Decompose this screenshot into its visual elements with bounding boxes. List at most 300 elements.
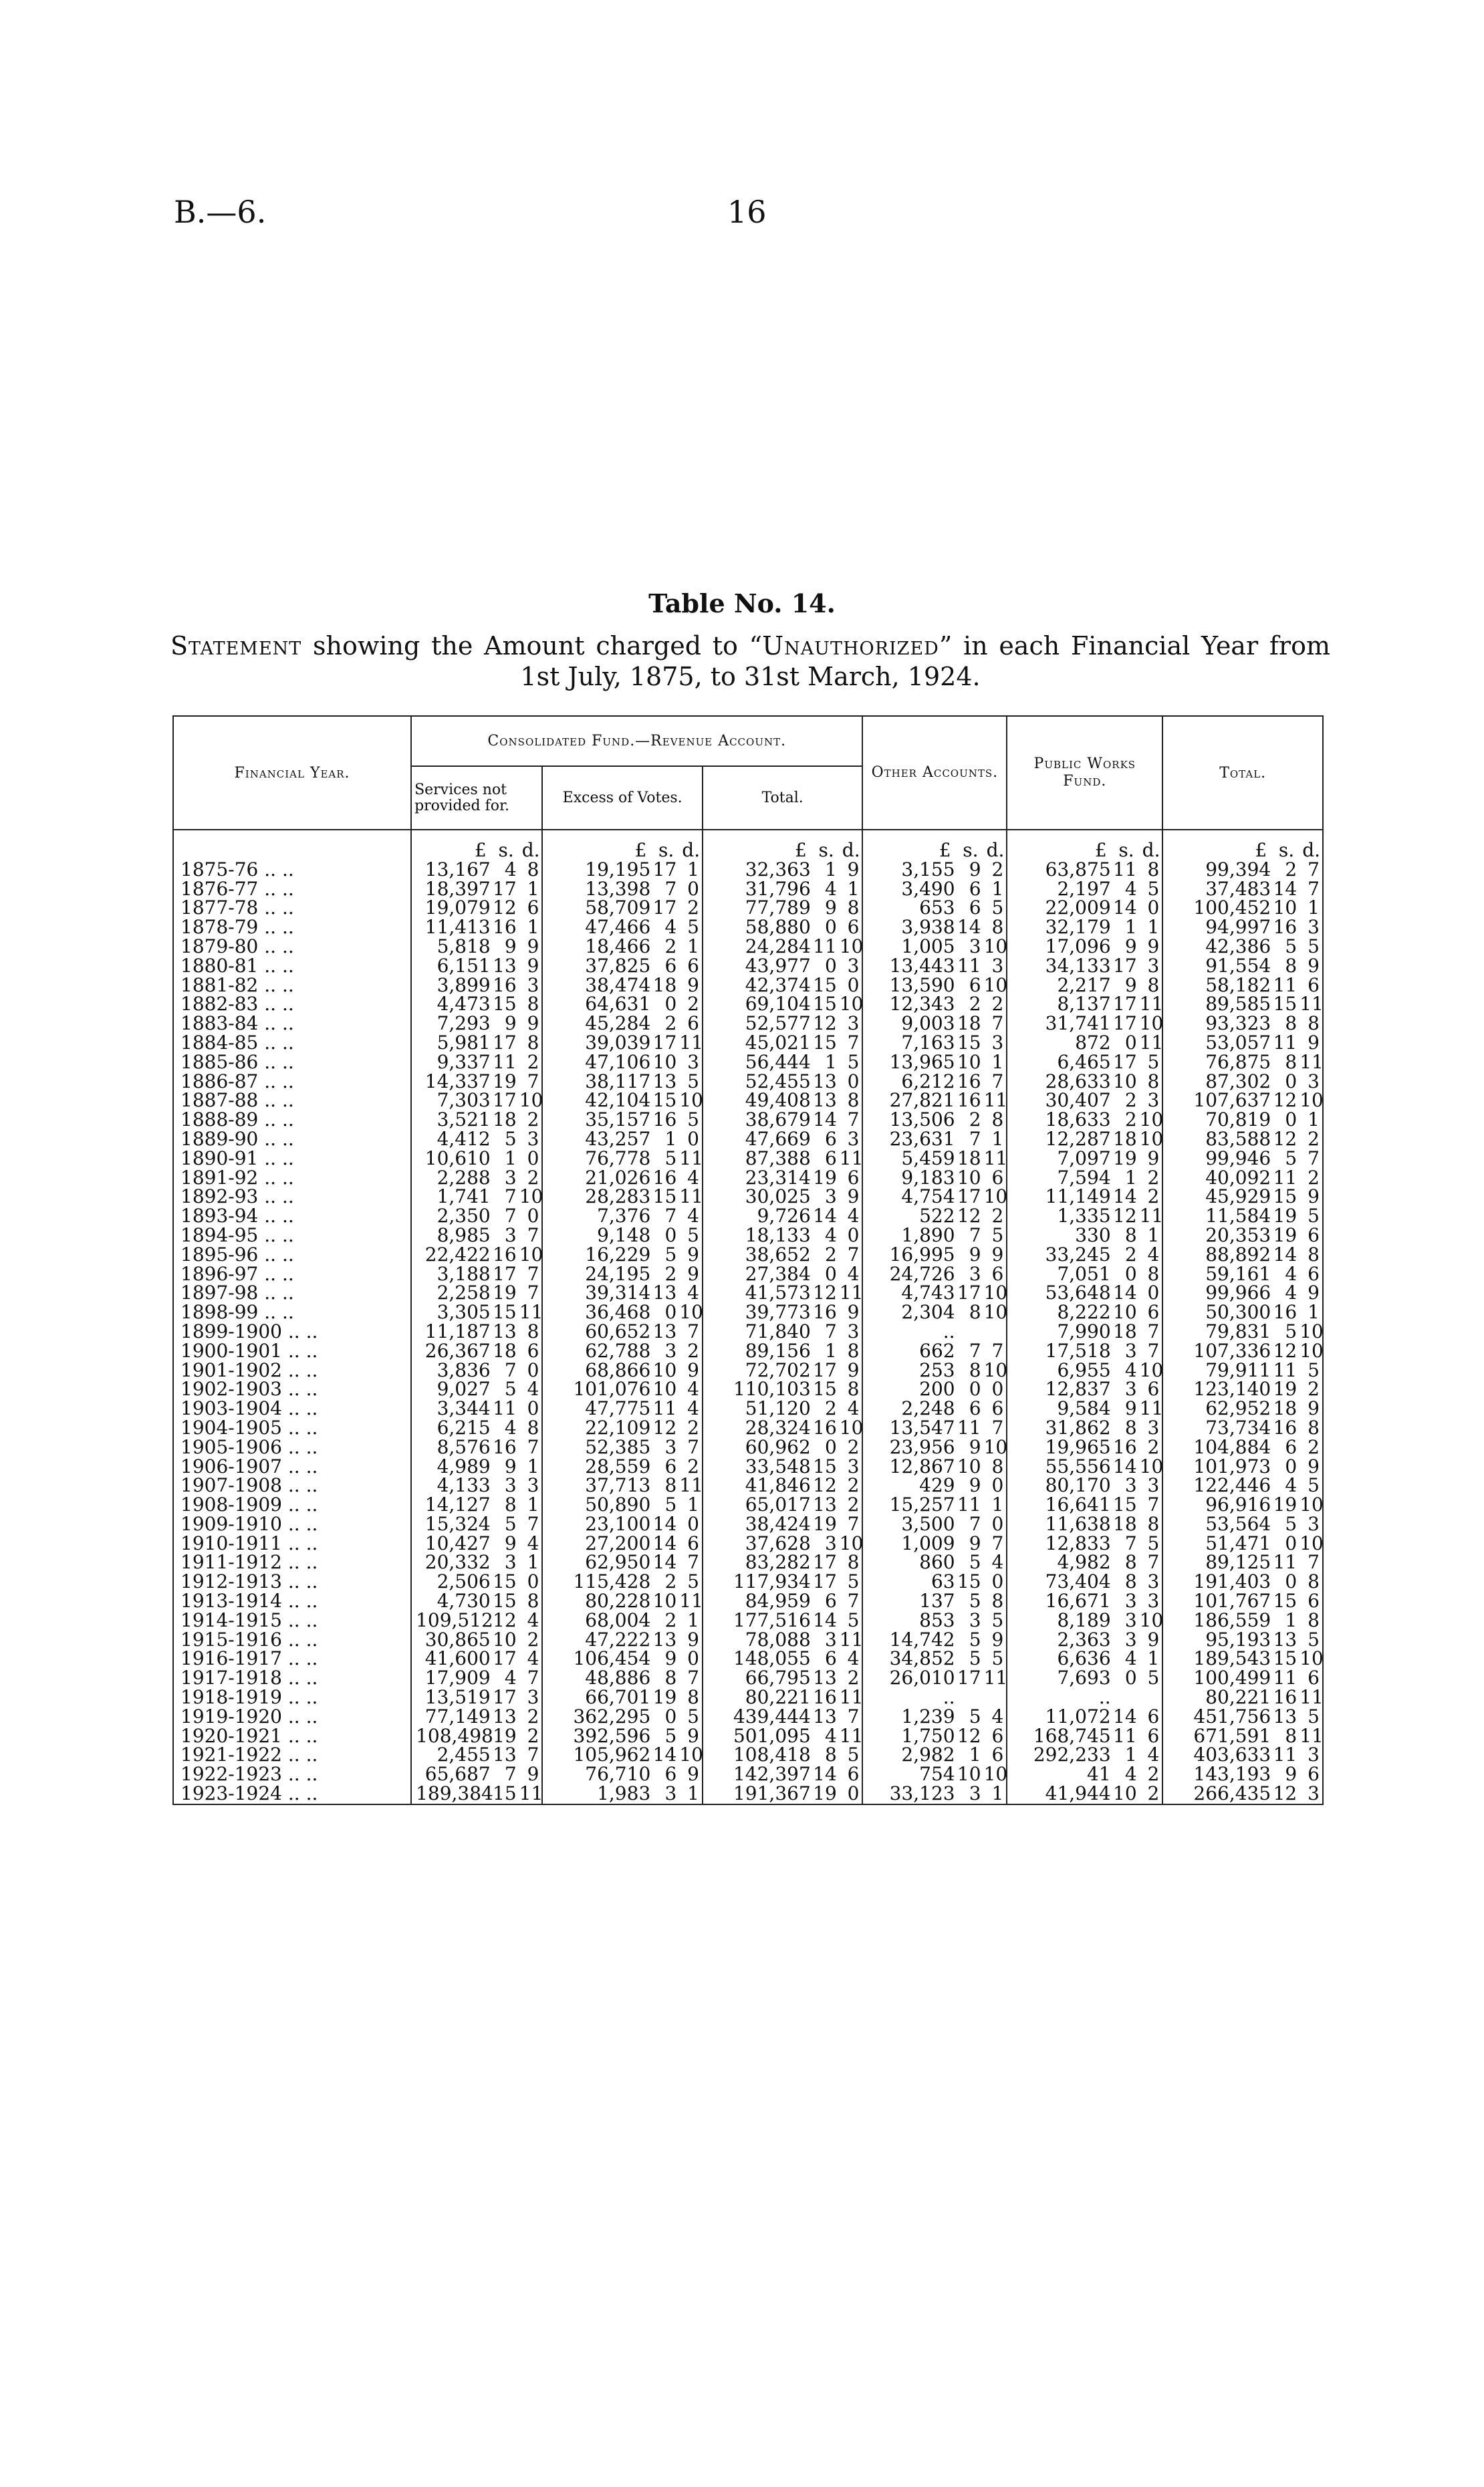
table-row (173, 1496, 1323, 1515)
cell-shillings: 18 (1113, 1512, 1137, 1535)
cell-pence: 0 (991, 1474, 1004, 1497)
cell-pence: 5 (687, 1070, 699, 1092)
cell-pounds: 58,182 (1162, 976, 1271, 995)
cell-shillings: 15 (957, 1031, 981, 1054)
cell-year: 1905-1906 .. .. (180, 1435, 318, 1458)
cell-pence: 2 (527, 1050, 539, 1073)
cell-pence: 10 (983, 1358, 1008, 1381)
table-row (173, 1361, 1323, 1381)
cell-pounds: 38,474 (542, 976, 650, 995)
cell-shillings: 14 (1273, 877, 1297, 900)
cell-pence: 11 (1300, 1050, 1324, 1073)
cell-pounds: 69,104 (703, 995, 811, 1014)
cell-shillings: 15 (813, 1378, 837, 1401)
cell-shillings: 15 (813, 973, 837, 996)
cell-shillings: 18 (957, 1012, 981, 1035)
cell-pence: 0 (527, 1205, 539, 1227)
cell-pounds: 11,413 (411, 918, 491, 937)
cell-year: 1911-1912 .. .. (180, 1551, 318, 1574)
cell-pounds: 4,743 (862, 1284, 955, 1303)
cell-pounds: 8,189 (1007, 1611, 1110, 1631)
cell-pounds: 37,483 (1162, 880, 1271, 899)
cell-pence: 2 (687, 1455, 699, 1477)
cell-shillings: 13 (652, 1320, 677, 1342)
cell-pounds: 60,652 (542, 1322, 650, 1342)
cell-pence: 6 (1308, 1223, 1320, 1246)
cell-pounds: 28,283 (542, 1187, 650, 1207)
cell-pence: 7 (687, 1667, 699, 1689)
cell-pounds: 62,788 (542, 1342, 650, 1361)
cell-pounds: 10,427 (411, 1534, 491, 1554)
cell-pence: 10 (983, 1301, 1008, 1324)
cell-shillings: 13 (1273, 1705, 1297, 1728)
cell-pounds: 68,866 (542, 1361, 650, 1381)
cell-shillings: 17 (493, 1031, 517, 1054)
page-number: 16 (727, 194, 767, 230)
cell-shillings: 4 (1124, 1763, 1137, 1786)
cell-pounds: 31,741 (1007, 1014, 1110, 1034)
cell-shillings: 13 (1273, 1628, 1297, 1651)
cell-shillings: 9 (504, 935, 517, 957)
cell-pence: 4 (527, 1532, 539, 1554)
cell-pence: 4 (847, 1205, 860, 1227)
cell-shillings: 0 (824, 1435, 837, 1458)
cell-shillings: 14 (957, 916, 981, 939)
cell-year: 1892-93 .. .. (180, 1185, 294, 1208)
cell-pounds: 8,222 (1007, 1303, 1110, 1322)
cell-pence: 4 (527, 1647, 539, 1670)
cell-shillings: 8 (664, 1667, 677, 1689)
cell-pounds: 8,137 (1007, 995, 1110, 1014)
cell-pence: 8 (1147, 1262, 1160, 1285)
cell-pounds: 191,403 (1162, 1572, 1271, 1592)
cell-shillings: 14 (652, 1512, 677, 1535)
unit-shilling: s. (658, 839, 674, 861)
cell-pence: 8 (527, 1590, 539, 1613)
cell-pence: 2 (991, 858, 1004, 880)
cell-pounds: 38,652 (703, 1246, 811, 1265)
cell-year: 1880-81 .. .. (180, 954, 294, 977)
cell-shillings: 13 (652, 1628, 677, 1651)
cell-shillings: 15 (493, 1782, 517, 1805)
cell-pounds: 47,669 (703, 1130, 811, 1149)
cell-shillings: 12 (813, 1012, 837, 1035)
cell-pence: 7 (527, 1282, 539, 1304)
cell-pence: 0 (527, 1358, 539, 1381)
cell-shillings: 18 (1113, 1127, 1137, 1150)
cell-pounds: 1,750 (862, 1727, 955, 1746)
cell-pence: 1 (991, 1494, 1004, 1516)
cell-pence: 2 (527, 1724, 539, 1747)
cell-shillings: 5 (504, 1127, 517, 1150)
cell-shillings: 4 (824, 1724, 837, 1747)
cell-year: 1877-78 .. .. (180, 897, 294, 919)
cell-pence: 10 (1139, 1127, 1164, 1150)
table-row (173, 976, 1323, 995)
cell-shillings: 17 (652, 897, 677, 919)
cell-pounds: 19,965 (1007, 1438, 1110, 1457)
cell-year: 1922-1923 .. .. (180, 1763, 318, 1786)
cell-pence: 11 (1139, 993, 1164, 1016)
cell-pence: 3 (1147, 1590, 1160, 1613)
cell-shillings: 13 (813, 1070, 837, 1092)
cell-pence: 8 (527, 1416, 539, 1439)
cell-shillings: 3 (824, 1532, 837, 1554)
cell-shillings: 16 (493, 1435, 517, 1458)
cell-pounds: 1,983 (542, 1784, 650, 1804)
cell-shillings: 6 (824, 1590, 837, 1613)
cell-shillings: 3 (969, 1609, 981, 1631)
cell-shillings: 5 (664, 1724, 677, 1747)
cell-pence: 1 (991, 1782, 1004, 1805)
cell-pounds: 12,343 (862, 995, 955, 1014)
cell-year: 1919-1920 .. .. (180, 1705, 318, 1728)
cell-shillings: 17 (493, 1089, 517, 1112)
cell-pounds: 3,899 (411, 976, 491, 995)
cell-shillings: 19 (813, 1166, 837, 1189)
cell-pence: 11 (679, 1147, 703, 1169)
cell-pence: 2 (527, 1705, 539, 1728)
table-row (173, 1592, 1323, 1611)
cell-shillings: 5 (969, 1590, 981, 1613)
cell-pence: 1 (687, 1609, 699, 1631)
cell-shillings: 11 (957, 954, 981, 977)
cell-pence: 5 (687, 1108, 699, 1131)
cell-pounds: 9,148 (542, 1226, 650, 1246)
cell-pence: 6 (1308, 1667, 1320, 1689)
cell-pounds: 28,559 (542, 1457, 650, 1477)
cell-pounds: 80,228 (542, 1592, 650, 1611)
cell-pounds: 292,233 (1007, 1746, 1110, 1765)
cell-shillings: 15 (652, 1185, 677, 1208)
cell-pence: 9 (687, 1262, 699, 1285)
cell-pence: 11 (1139, 1397, 1164, 1420)
cell-year: 1908-1909 .. .. (180, 1494, 318, 1516)
cell-pounds: 45,284 (542, 1014, 650, 1034)
caption-text-2: ” in each Financial Year from 1st July, 1875, to 31st March, 1924. (520, 631, 1330, 691)
cell-pence: 5 (847, 1609, 860, 1631)
cell-pounds: 362,295 (542, 1707, 650, 1727)
cell-shillings: 13 (493, 954, 517, 977)
cell-pence: 4 (847, 1262, 860, 1285)
cell-pounds: 37,628 (703, 1534, 811, 1554)
cell-pounds: 47,466 (542, 918, 650, 937)
cell-shillings: 0 (664, 1705, 677, 1728)
cell-pounds: 2,304 (862, 1303, 955, 1322)
cell-pence: 6 (687, 954, 699, 977)
cell-shillings: 1 (824, 1050, 837, 1073)
cell-pence: 1 (991, 1050, 1004, 1073)
table-row (173, 1284, 1323, 1303)
cell-pounds: 4,989 (411, 1457, 491, 1477)
cell-shillings: 4 (504, 858, 517, 880)
cell-pounds: 7,293 (411, 1014, 491, 1034)
cell-shillings: 2 (1124, 1089, 1137, 1112)
cell-pounds: 18,466 (542, 937, 650, 957)
cell-shillings: 14 (813, 1205, 837, 1227)
caption-keyword: Unauthorized (762, 631, 939, 661)
cell-pounds: 22,009 (1007, 899, 1110, 918)
cell-shillings: 12 (957, 1724, 981, 1747)
cell-pence: 7 (687, 1320, 699, 1342)
cell-pence: 10 (839, 1532, 864, 1554)
cell-pounds: 3,305 (411, 1303, 491, 1322)
cell-shillings: 12 (493, 897, 517, 919)
cell-pence: 9 (527, 935, 539, 957)
cell-pence: 8 (847, 897, 860, 919)
unit-pound: £ (703, 830, 811, 860)
cell-shillings: 1 (969, 1744, 981, 1766)
cell-shillings: 13 (652, 1282, 677, 1304)
cell-pounds: 94,997 (1162, 918, 1271, 937)
cell-shillings: 1 (1124, 1166, 1137, 1189)
cell-shillings: 4 (824, 877, 837, 900)
cell-pence: 9 (1308, 1397, 1320, 1420)
cell-shillings: 8 (1124, 1551, 1137, 1574)
table-row (173, 1246, 1323, 1265)
cell-pence: 2 (687, 897, 699, 919)
col-group-consolidated-fund: Consolidated Fund.—Revenue Account. (411, 716, 862, 766)
cell-shillings: 10 (957, 1763, 981, 1786)
cell-pounds: 6,465 (1007, 1053, 1110, 1072)
cell-pounds: 93,323 (1162, 1014, 1271, 1034)
cell-shillings: 16 (652, 1108, 677, 1131)
cell-shillings: 7 (504, 1205, 517, 1227)
cell-pence: 4 (687, 1166, 699, 1189)
cell-pence: 0 (687, 877, 699, 900)
cell-pence: 8 (847, 1551, 860, 1574)
cell-pence: 11 (839, 1724, 864, 1747)
cell-pounds: 41,846 (703, 1476, 811, 1496)
cell-shillings: 0 (1285, 1070, 1297, 1092)
cell-pence: 9 (687, 1724, 699, 1747)
cell-pence: 2 (527, 1108, 539, 1131)
cell-pence: 5 (1308, 1205, 1320, 1227)
cell-pounds: 37,713 (542, 1476, 650, 1496)
cell-year: 1912-1913 .. .. (180, 1570, 318, 1593)
cell-shillings: 13 (652, 1070, 677, 1092)
cell-shillings: 8 (664, 1474, 677, 1497)
cell-pence: 11 (983, 1089, 1008, 1112)
cell-pence: 0 (991, 1512, 1004, 1535)
cell-shillings: 6 (969, 973, 981, 996)
cell-pence: 8 (991, 1108, 1004, 1131)
cell-shillings: 9 (969, 858, 981, 880)
cell-shillings: 3 (664, 1435, 677, 1458)
cell-shillings: 4 (1285, 1474, 1297, 1497)
cell-pounds: 429 (862, 1476, 955, 1496)
cell-pounds: 4,133 (411, 1476, 491, 1496)
cell-pence: 11 (839, 1686, 864, 1709)
cell-year: 1915-1916 .. .. (180, 1628, 318, 1651)
cell-shillings: 11 (957, 1494, 981, 1516)
cell-pounds: 27,821 (862, 1091, 955, 1110)
cell-year: 1907-1908 .. .. (180, 1474, 318, 1497)
cell-pence: 5 (991, 897, 1004, 919)
cell-shillings: 12 (1273, 1339, 1297, 1362)
cell-pounds: 73,404 (1007, 1572, 1110, 1592)
col-public-works-fund: Public Works Fund. (1007, 716, 1162, 830)
cell-shillings: 9 (969, 1243, 981, 1266)
cell-shillings: 11 (1273, 1166, 1297, 1189)
cell-pounds: 9,584 (1007, 1399, 1110, 1419)
cell-pence: 8 (527, 858, 539, 880)
cell-shillings: 17 (652, 858, 677, 880)
cell-pence: 0 (847, 1782, 860, 1805)
cell-pence: 3 (1147, 1570, 1160, 1593)
cell-shillings: 14 (1113, 1455, 1137, 1477)
cell-pounds: 7,097 (1007, 1149, 1110, 1169)
cell-shillings: 12 (813, 1474, 837, 1497)
cell-pence: 11 (679, 1474, 703, 1497)
cell-pence: 6 (687, 1012, 699, 1035)
table-row (173, 1169, 1323, 1188)
cell-shillings: 14 (1113, 1185, 1137, 1208)
cell-pence: 6 (1147, 1378, 1160, 1401)
cell-shillings: 3 (969, 935, 981, 957)
cell-shillings: 6 (824, 1647, 837, 1670)
cell-shillings: 7 (969, 1223, 981, 1246)
cell-pence: 2 (847, 1494, 860, 1516)
cell-pounds: 100,452 (1162, 899, 1271, 918)
cell-shillings: 7 (824, 1320, 837, 1342)
cell-pence: 7 (1147, 1320, 1160, 1342)
cell-pounds: 14,742 (862, 1631, 955, 1650)
cell-pence: 11 (1139, 1205, 1164, 1227)
cell-pounds: 9,027 (411, 1380, 491, 1399)
cell-shillings (955, 1322, 983, 1342)
cell-year: 1878-79 .. .. (180, 916, 294, 939)
table-row (173, 1130, 1323, 1149)
cell-shillings: 12 (493, 1609, 517, 1631)
cell-pence: 8 (1147, 973, 1160, 996)
cell-pounds: 1,005 (862, 937, 955, 957)
cell-pence: 9 (1308, 1031, 1320, 1054)
cell-pence: 7 (1308, 1147, 1320, 1169)
cell-pounds: 20,332 (411, 1553, 491, 1572)
table-row (173, 1303, 1323, 1322)
cell-pounds: 9,726 (703, 1207, 811, 1226)
cell-pence: 11 (1300, 1724, 1324, 1747)
col-financial-year: Financial Year. (173, 716, 411, 830)
cell-pounds: 73,734 (1162, 1419, 1271, 1438)
cell-pounds: 6,636 (1007, 1649, 1110, 1669)
cell-pence: 11 (1139, 1031, 1164, 1054)
cell-pounds: 2,288 (411, 1169, 491, 1188)
cell-pounds: 3,836 (411, 1361, 491, 1381)
cell-pounds: 34,852 (862, 1649, 955, 1669)
table-row (173, 1149, 1323, 1169)
cell-shillings: 17 (1113, 993, 1137, 1016)
cell-year: 1885-86 .. .. (180, 1050, 294, 1073)
col-consolidated-total: Total. (703, 766, 863, 830)
cell-shillings: 3 (824, 1628, 837, 1651)
cell-shillings: 6 (664, 1455, 677, 1477)
cell-pounds: 47,775 (542, 1399, 650, 1419)
table-row (173, 1631, 1323, 1650)
cell-pence: 5 (1147, 877, 1160, 900)
cell-pounds: 38,117 (542, 1072, 650, 1092)
cell-pence: 1 (687, 858, 699, 880)
cell-pence: 9 (1147, 935, 1160, 957)
cell-pounds: 3,521 (411, 1110, 491, 1130)
col-excess-of-votes: Excess of Votes. (542, 766, 703, 830)
cell-year: 1884-85 .. .. (180, 1031, 294, 1054)
cell-pence: 10 (1139, 1358, 1164, 1381)
cell-pence: 10 (1139, 1012, 1164, 1035)
cell-pence: 2 (687, 1339, 699, 1362)
cell-pounds: 71,840 (703, 1322, 811, 1342)
cell-shillings: 13 (813, 1667, 837, 1689)
cell-pence: 3 (1308, 916, 1320, 939)
cell-pounds: 23,956 (862, 1438, 955, 1457)
cell-pounds: 26,367 (411, 1342, 491, 1361)
cell-pence: 1 (527, 1494, 539, 1516)
cell-pounds: 11,584 (1162, 1207, 1271, 1226)
cell-pounds: 1,741 (411, 1187, 491, 1207)
cell-pence: 3 (1147, 1089, 1160, 1112)
cell-shillings: 15 (813, 993, 837, 1016)
cell-year: 1879-80 .. .. (180, 935, 294, 957)
cell-pence: 6 (1308, 1763, 1320, 1786)
cell-pence: 4 (687, 1205, 699, 1227)
cell-pence: 4 (1147, 1243, 1160, 1266)
cell-pence: 5 (1308, 1474, 1320, 1497)
cell-pence: 6 (991, 1166, 1004, 1189)
cell-year: 1881-82 .. .. (180, 973, 294, 996)
table-row (173, 1419, 1323, 1438)
cell-pence: 9 (1147, 1147, 1160, 1169)
cell-pence: 5 (1308, 1705, 1320, 1728)
cell-shillings: 5 (664, 1243, 677, 1266)
cell-pounds: 8,576 (411, 1438, 491, 1457)
cell-pence: 5 (991, 1647, 1004, 1670)
cell-pence: 7 (847, 1590, 860, 1613)
cell-shillings: 10 (652, 1590, 677, 1613)
cell-shillings: 19 (493, 1070, 517, 1092)
unit-shilling: s. (963, 839, 979, 861)
cell-pounds: 104,884 (1162, 1438, 1271, 1457)
cell-pounds: 32,179 (1007, 918, 1110, 937)
cell-shillings: 4 (1124, 1358, 1137, 1381)
cell-shillings: 7 (664, 877, 677, 900)
cell-shillings: 13 (493, 1744, 517, 1766)
cell-year: 1900-1901 .. .. (180, 1339, 318, 1362)
cell-pence: 7 (1147, 1551, 1160, 1574)
cell-pence: 10 (679, 1301, 703, 1324)
cell-pounds: 13,519 (411, 1688, 491, 1707)
cell-pounds: 148,055 (703, 1649, 811, 1669)
cell-shillings: 17 (652, 1031, 677, 1054)
cell-pounds: 23,314 (703, 1169, 811, 1188)
cell-pounds: 83,588 (1162, 1130, 1271, 1149)
cell-pence: 9 (847, 858, 860, 880)
cell-pounds: 110,103 (703, 1380, 811, 1399)
table-row (173, 880, 1323, 899)
cell-shillings: 9 (969, 1435, 981, 1458)
cell-pounds: 3,155 (862, 860, 955, 880)
cell-shillings: 13 (493, 1320, 517, 1342)
cell-pounds: 330 (1007, 1226, 1110, 1246)
cell-shillings: 2 (1124, 1108, 1137, 1131)
cell-pounds: 62,952 (1162, 1399, 1271, 1419)
cell-pounds: 9,003 (862, 1014, 955, 1034)
cell-shillings: 10 (1113, 1782, 1137, 1805)
cell-pounds: 41 (1007, 1765, 1110, 1784)
cell-shillings: 3 (1124, 1609, 1137, 1631)
cell-shillings: 7 (969, 1127, 981, 1150)
table-row (173, 1034, 1323, 1053)
